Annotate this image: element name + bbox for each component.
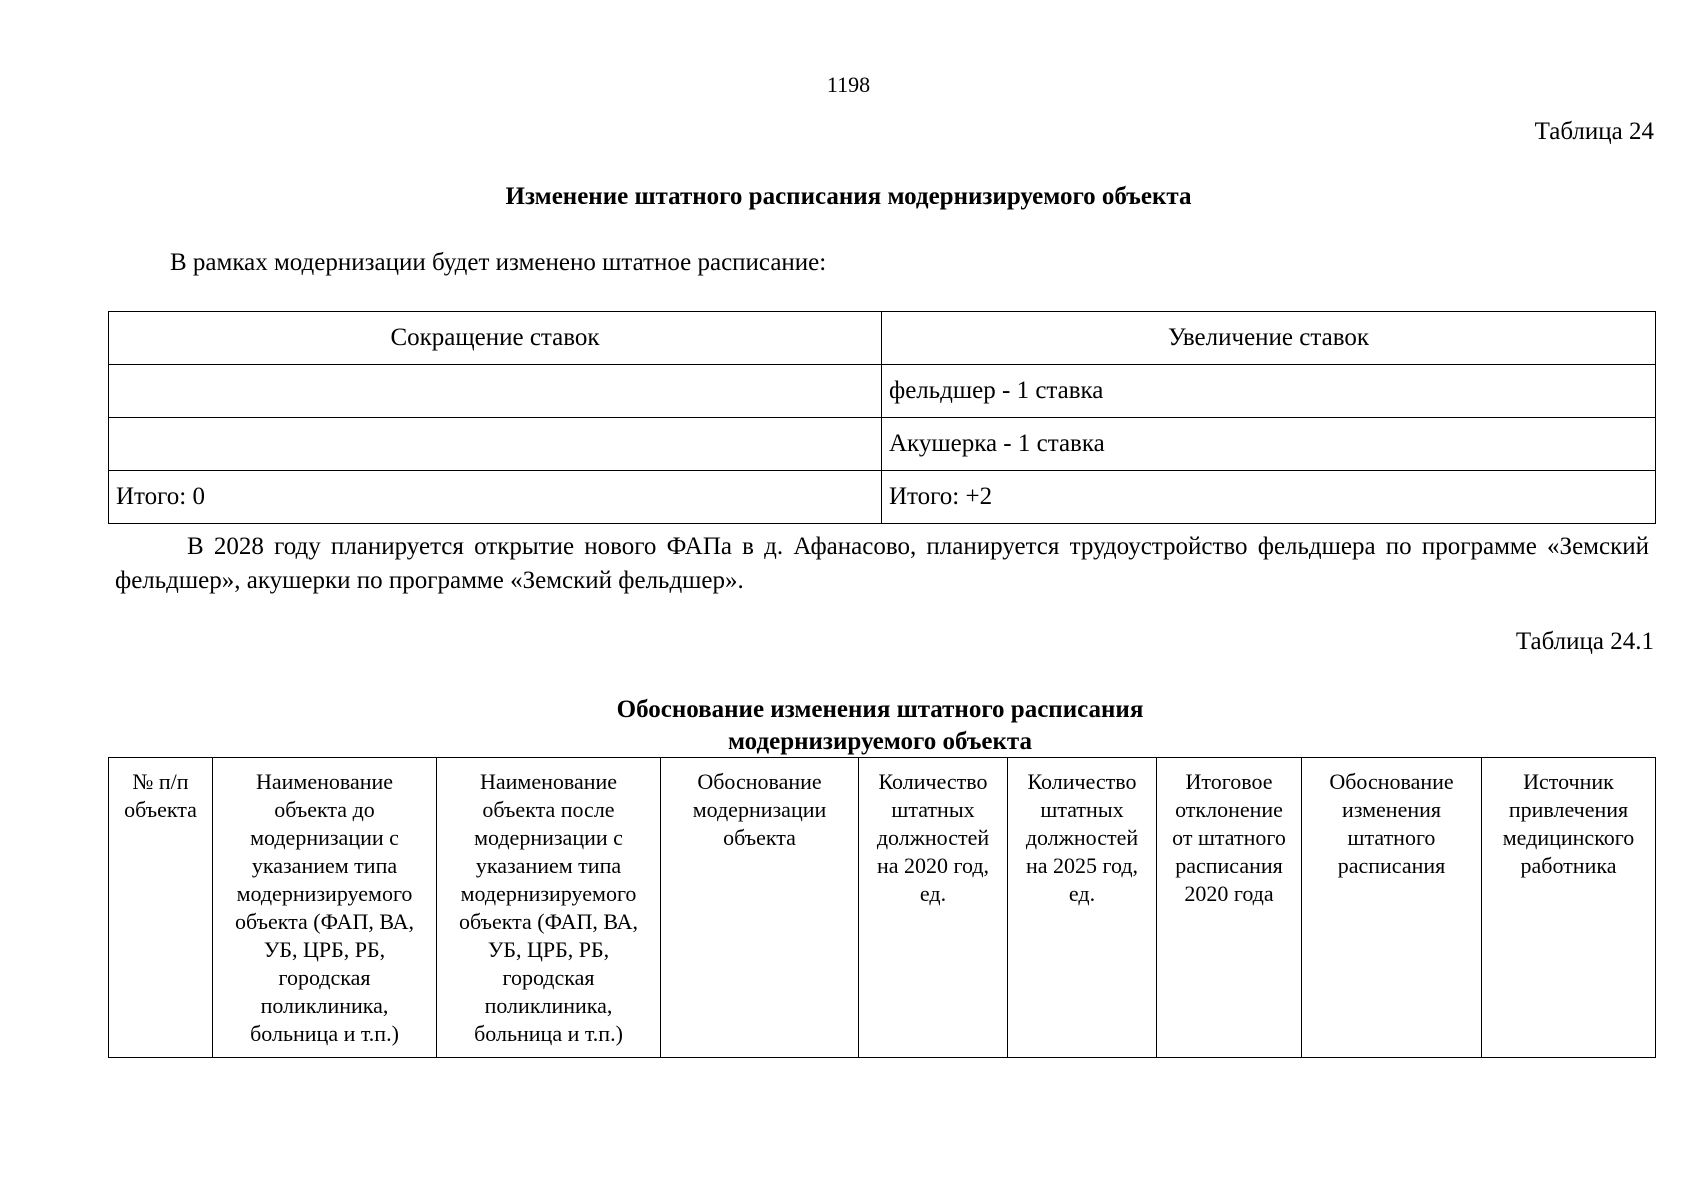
page-number: 1198 [826, 72, 871, 97]
table-cell [109, 418, 882, 471]
header-change-justification: Обоснование изменения штатного расписания [1302, 758, 1482, 1058]
header-increase: Увеличение ставок [882, 312, 1656, 365]
header-total-deviation: Итоговое отклонение от штатного расписания 2020 года [1157, 758, 1302, 1058]
table-row [109, 418, 1656, 471]
staffing-justification-table [108, 757, 1656, 1058]
note-paragraph: В 2028 году планируется открытие нового ФАПа в д. Афанасово, планируется трудоустройство фельдшера по программе «Земский фельдшер», акушерки по программе «Земский фельдшер». [115, 533, 1649, 594]
header-staff-count-2025: Количество штатных должностей на 2025 год, ед. [1008, 758, 1157, 1058]
table-cell: Акушерка - 1 ставка [882, 418, 1656, 471]
table-24-label: Таблица 24 [1534, 118, 1654, 145]
header-modernization-justification: Обоснование модернизации объекта [661, 758, 859, 1058]
total-increase-cell: Итого: +2 [882, 471, 1656, 524]
header-object-number: № п/п объекта [109, 758, 213, 1058]
intro-paragraph: В рамках модернизации будет изменено штатное расписание: [170, 249, 827, 276]
total-reduction-cell: Итого: 0 [109, 471, 882, 524]
table-24-1-title-line-1: Обоснование изменения штатного расписания [616, 696, 1144, 723]
table-24-1-title-line-2: модернизируемого объекта [727, 728, 1032, 755]
header-staff-source: Источник привлечения медицинского работника [1482, 758, 1656, 1058]
table-header-row [109, 758, 1656, 1058]
header-staff-count-2020: Количество штатных должностей на 2020 год, ед. [859, 758, 1008, 1058]
table-24-1-label: Таблица 24.1 [1515, 628, 1654, 655]
header-object-name-after: Наименование объекта после модернизации с указанием типа модернизируемого объекта (ФАП, ВА, УБ, ЦРБ, РБ, городская поликлиника, больница и т.п.) [437, 758, 661, 1058]
table-cell: фельдшер - 1 ставка [882, 365, 1656, 418]
staffing-change-table [108, 311, 1656, 524]
table-24-1-title [0, 694, 1697, 758]
table-total-row [109, 471, 1656, 524]
table-header-row [109, 312, 1656, 365]
table-row [109, 365, 1656, 418]
table-cell [109, 365, 882, 418]
header-object-name-before: Наименование объекта до модернизации с указанием типа модернизируемого объекта (ФАП, ВА, УБ, ЦРБ, РБ, городская поликлиника, больница и т.п.) [213, 758, 437, 1058]
table-24-title: Изменение штатного расписания модернизируемого объекта [505, 183, 1192, 210]
header-reduction: Сокращение ставок [109, 312, 882, 365]
